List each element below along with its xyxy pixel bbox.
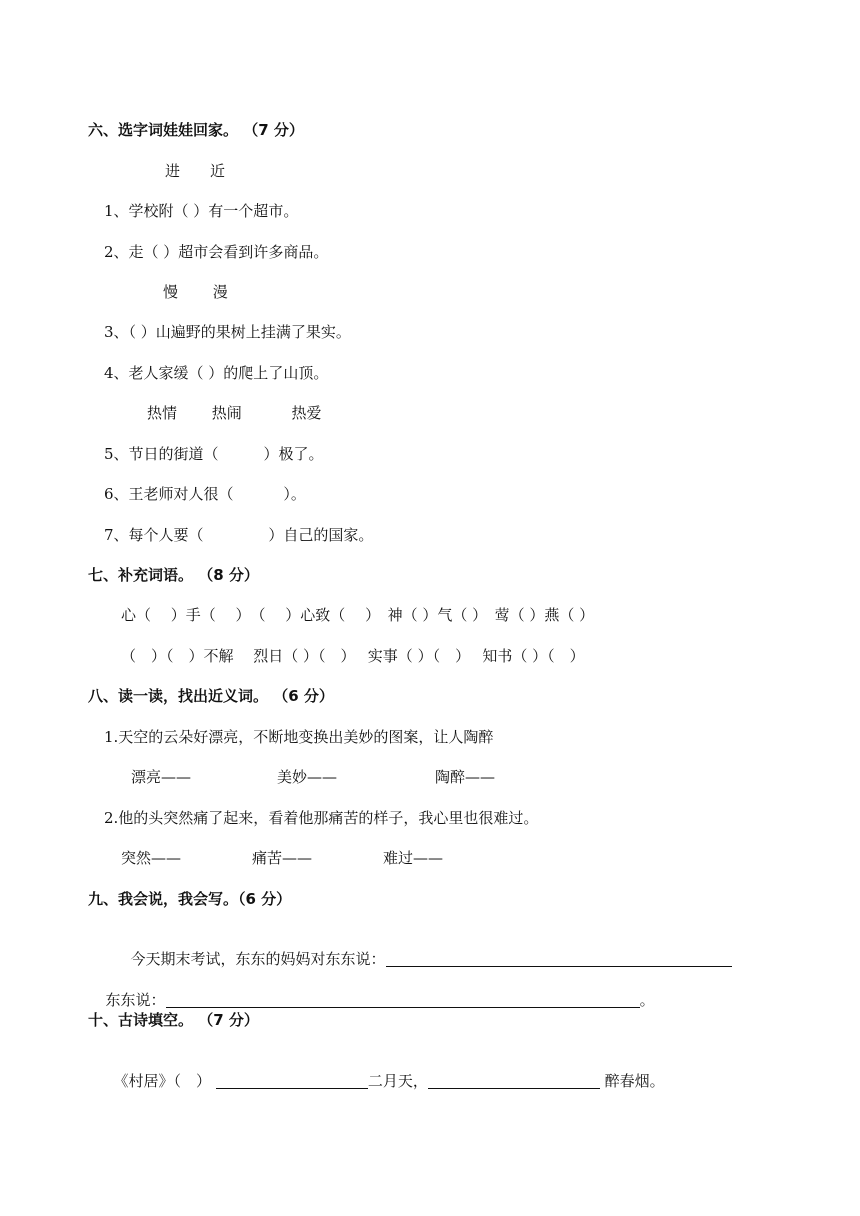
section-10-title: 十、古诗填空。 （7 分）	[88, 1011, 259, 1029]
speech-line-mother	[121, 929, 732, 969]
word-options-1: 进 近	[165, 162, 226, 180]
synonym-taozui: 陶醉——	[435, 768, 496, 786]
synonym-nanguo: 难过——	[383, 849, 444, 867]
idiom-row-1: 心（ ）手（ ） （ ）心致（ ） 神（ ）气（ ） 莺（ ）燕（ ）	[121, 606, 595, 624]
poem-line	[104, 1051, 665, 1091]
question-1: 1、学校附（ ）有一个超市。	[104, 202, 299, 220]
question-6: 6、王老师对人很（ ）。	[104, 485, 306, 503]
sentence-2: 2.他的头突然痛了起来，看着他那痛苦的样子，我心里也很难过。	[104, 809, 539, 827]
poem-blank-2[interactable]	[428, 1074, 600, 1089]
poem-middle: 二月天，	[367, 1072, 428, 1090]
question-7: 7、每个人要（ ）自己的国家。	[104, 526, 374, 544]
speech-prompt-dongdong: 东东说：	[105, 991, 166, 1009]
section-7-title: 七、补充词语。 （8 分）	[88, 566, 259, 584]
speech-end-mark: 。	[639, 991, 655, 1009]
question-3: 3、（ ）山遍野的果树上挂满了果实。	[104, 323, 351, 341]
speech-prompt-mother: 今天期末考试，东东的妈妈对东东说：	[130, 950, 386, 968]
question-4: 4、老人家缓（ ）的爬上了山顶。	[104, 364, 329, 382]
synonym-meimiao: 美妙——	[277, 768, 338, 786]
word-options-2: 慢 漫	[163, 283, 228, 301]
poem-title: 《村居》（ ）	[113, 1072, 212, 1090]
section-6-title: 六、选字词娃娃回家。 （7 分）	[88, 121, 304, 139]
poem-blank-1[interactable]	[216, 1074, 368, 1089]
question-5: 5、节日的街道（ ）极了。	[104, 445, 324, 463]
poem-end: 醉春烟。	[604, 1072, 665, 1090]
answer-blank-mother[interactable]	[386, 952, 732, 967]
section-9-title: 九、我会说，我会写。（6 分）	[88, 890, 292, 908]
synonym-piaoliang: 漂亮——	[131, 768, 192, 786]
speech-line-dongdong	[96, 970, 655, 1010]
synonym-turan: 突然——	[121, 849, 182, 867]
word-options-3: 热情 热闹 热爱	[147, 404, 322, 422]
synonym-tongku: 痛苦——	[252, 849, 313, 867]
idiom-row-2: （ ）（ ）不解 烈日（ ）（ ） 实事（ ）（ ） 知书（ ）（ ）	[121, 647, 585, 665]
question-2: 2、走（ ）超市会看到许多商品。	[104, 243, 329, 261]
answer-blank-dongdong[interactable]	[166, 993, 640, 1008]
section-8-title: 八、读一读，找出近义词。 （6 分）	[88, 687, 334, 705]
sentence-1: 1.天空的云朵好漂亮，不断地变换出美妙的图案，让人陶醉	[104, 728, 494, 746]
